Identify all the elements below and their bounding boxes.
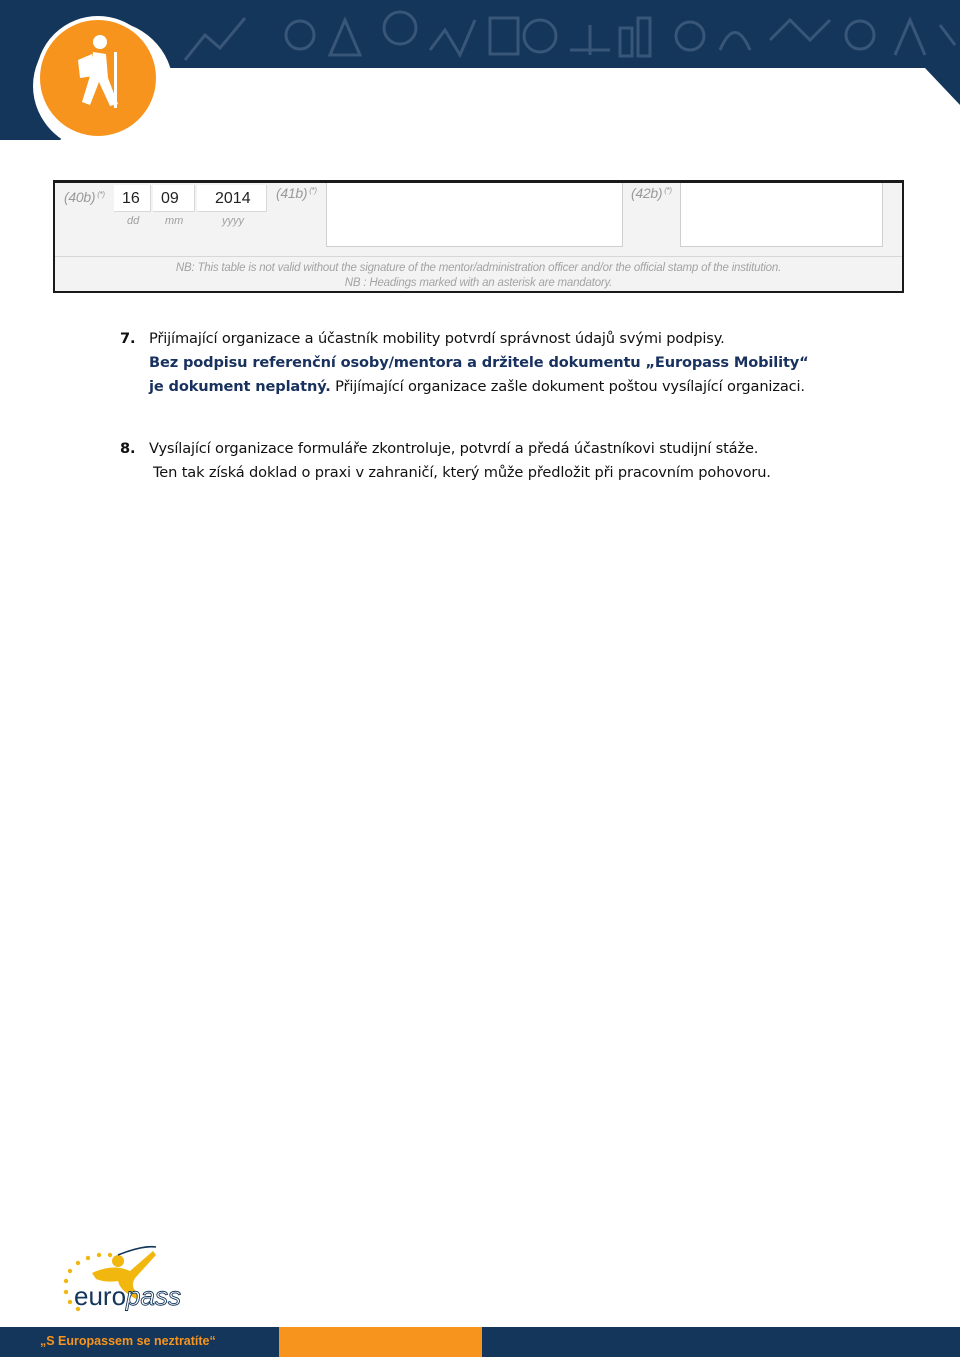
table-divider <box>55 256 902 257</box>
instruction-text-line2: Ten tak získá doklad o praxi v zahraničí, který může předložit při pracovním pohovoru. <box>153 464 771 481</box>
header-banner <box>0 0 960 140</box>
date-hint-month: mm <box>165 215 184 227</box>
footer-accent-block <box>279 1327 482 1357</box>
date-hint-day: dd <box>127 215 140 227</box>
date-month-field[interactable]: 09 <box>153 185 195 212</box>
instruction-text: Vysílající organizace formuláře zkontroluje, potvrdí a předá účastníkovi studijní stáže. <box>149 440 759 457</box>
instruction-warning: Bez podpisu referenční osoby/mentora a držitele dokumentu „Europass Mobility“ <box>149 354 809 371</box>
date-year-field[interactable]: 2014 <box>197 185 267 212</box>
instruction-item-8 <box>120 440 920 490</box>
instruction-item-7 <box>120 330 920 405</box>
instruction-text-rest: Přijímající organizace zašle dokument poštou vysílající organizaci. <box>330 378 805 395</box>
field-label-40b: (40b) (*) <box>64 189 105 205</box>
date-hint-year: yyyy <box>222 215 244 227</box>
instruction-number: 7. <box>120 330 136 347</box>
signature-box-41b[interactable] <box>326 183 623 247</box>
banner-graphic <box>0 0 960 140</box>
instruction-number: 8. <box>120 440 136 457</box>
note-mandatory: NB : Headings marked with an asterisk are mandatory. <box>344 277 613 289</box>
footer-bar <box>0 1327 960 1357</box>
signature-date-table <box>53 180 904 293</box>
stamp-box-42b[interactable] <box>680 183 883 247</box>
field-label-42b: (42b) (*) <box>631 185 672 201</box>
europass-logo-text: europass <box>74 1281 181 1311</box>
field-label-41b: (41b) (*) <box>276 185 317 201</box>
europass-star-logo <box>58 1243 208 1318</box>
footer-slogan: „S Europassem se neztratíte“ <box>40 1334 216 1348</box>
instruction-warning-end: je dokument neplatný. <box>149 378 331 395</box>
instruction-text-line3 <box>149 378 805 395</box>
date-day-field[interactable]: 16 <box>114 185 151 212</box>
note-validity: NB: This table is not valid without the signature of the mentor/administration officer and/or the official stamp of the institution. <box>175 262 782 274</box>
europass-logo <box>58 1243 208 1318</box>
instruction-text: Přijímající organizace a účastník mobility potvrdí správnost údajů svými podpisy. <box>149 330 725 347</box>
